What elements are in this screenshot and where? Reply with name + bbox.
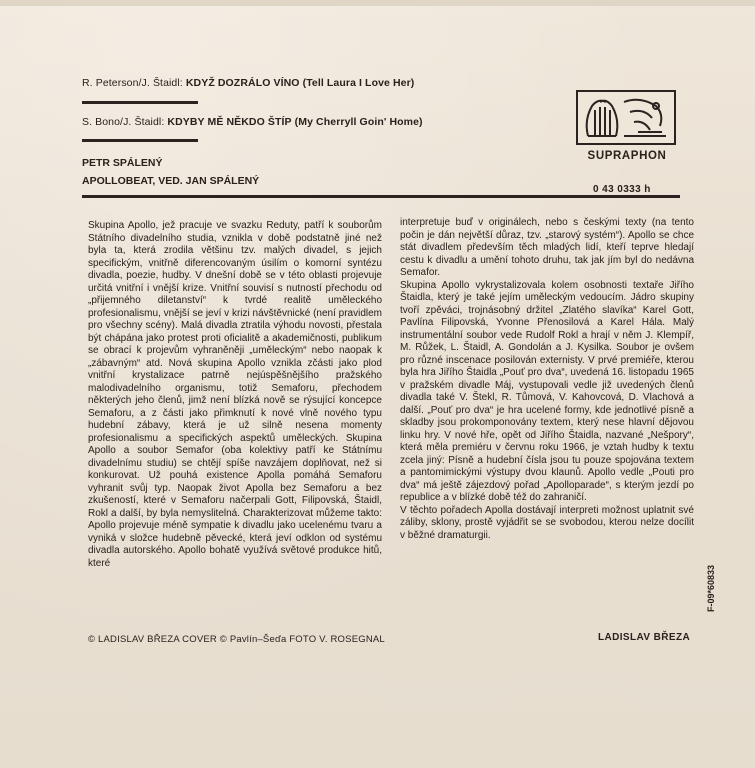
track-2-title: KDYBY MĚ NĚKDO ŠTÍP — [167, 116, 292, 128]
liner-notes-right-p3: V těchto pořadech Apolla dostávají interpreti možnost uplatnit své záliby, sklony, prostě vyjádřit se se svobodou, kterou nelze docílit v běžné dramaturgii. — [400, 504, 694, 541]
track-divider-2 — [82, 139, 198, 142]
liner-notes-right-column — [400, 217, 694, 542]
print-code: F-09*60833 — [706, 564, 716, 612]
liner-notes-left-column — [88, 220, 382, 570]
track-1-credits: R. Peterson/J. Štaidl: — [82, 77, 183, 89]
liner-notes-right-p2: Skupina Apollo vykrystalizovala kolem osobnosti textaře Jiřího Štaidla, který je také jejím uměleckým vedoucím. Jádro skupiny tvoří zpěváci, trojnásobný držitel „Zlatého slavíka“ Karel Gott, Pavlína Filipovská, Yvonne Přenosilová a Karel Hála. Malý instrumentální soubor vede Rudolf Rokl a hrají v něm J. Klempíř, M. Růžek, L. Štaidl, A. Gondolán a J. Kysilka. Soubor je ovšem pro různé inscenace posilován externisty. V prvé premiéře, kterou byla hra Jiřího Štaidla „Pouť pro dva“, uvedená 16. listopadu 1965 v pražském divadle Máj, vystupovali vedle již uvedených členů divadla také V. Štekl, R. Tůmová, V. Kahovcová, D. Vlachová a další. „Pouť pro dva“ je hra ucelené formy, kde jednotlivé písně a skladby jsou prokomponovány textem, který nese hlavní dějovou linku hry. V nové hře, opět od Jiřího Štaidla, nazvané „Nešpory“, která měla premiéru v červnu roku 1966, je vztah hudby k textu zcela jiný: Písně a hudební čísla jsou tu pouze spojována textem a pantomimickými výstupy dvou klaunů. Apollo vedle „Pouti pro dva“ má ještě zájezdový pořad „Apolloparade“, s kterým jezdí po republice a v blízké době též do zahraničí. — [400, 279, 694, 503]
liner-notes-left-text: Skupina Apollo, jež pracuje ve svazku Reduty, patří k souborům Státního divadelního studia, vznikla v době podstatně jiné než byla ta, která zrodila většinu tzv. malých divadel, s jejich specifickým, vnitřně diferencovaným úsilím o komorní syntézu divadla, poezie, hudby. V dnešní době se v této oblasti projevuje určitá vnitřní i vnější krize. Vnitřní souvisí s nutností přechodu od „přijemného diletanství“ k tvrdé realitě uměleckého profesionalismu, vnější se jeví v krizi návštěvnické (není pravidlem pro všechny scény). Malá divadla ztratila výhodu novosti, přestala být chápána jako protest proti oficialitě a akademičnosti, publikum se obrací k projevům vyhraněněji „uměleckým“ nebo naopak k „zábavným“ atd. Nová skupina Apollo vznikla zčásti jako plod vnitřní krystalizace patrně nejúspěšnějšího pražského malodivadelního organismu, totiž Semaforu, přechodem některých jeho členů, jimž není blízká nově se rýsující koncepce Semaforu, a z části jako přimknutí k nové vlně nového typu hudební zábavy, která je už silně nesena momenty profesionalismu a specifických aspektů uměleckých. Skupina Apollo a soubor Semafor (oba kolektivy patří ke Státnímu divadelnímu studiu) se chtějí spíše navzájem doplňovat, než si konkurovat. Už pouhá existence Apolla pomáhá Semaforu vyhranit svůj typ. Naopak život Apolla bez Semaforu a bez zkušeností, které v Semaforu načerpali Gott, Filipovská, Štaidl, Rokl a další, by byla nemyslitelná. Charakterizovat můžeme takto: Apollo projevuje méně sympatie k divadlu jako ucelenému tvaru a vyniká v složce hudebně pěvecké, která jeví odklon od systému divadla autorského. Apollo bohatě využívá světové produkce hitů, které — [88, 220, 383, 569]
credits-line: © LADISLAV BŘEZA COVER © Pavlín–Šeďa FOTO V. ROSEGNAL — [88, 634, 385, 645]
sleeve-top-edge — [0, 0, 755, 6]
track-2-credits: S. Bono/J. Štaidl: — [82, 116, 165, 128]
track-1-original: (Tell Laura I Love Her) — [302, 77, 415, 89]
track-2-line — [82, 116, 423, 128]
track-divider-1 — [82, 101, 198, 104]
lyre-logo-icon — [576, 90, 676, 145]
lyre-logo-graphic — [578, 92, 674, 143]
artist-name: PETR SPÁLENÝ — [82, 157, 163, 169]
track-1-line — [82, 77, 414, 89]
liner-notes-right-p1: interpretuje buď v originálech, nebo s českými texty (na tento počin je dán největší důraz, tzv. „starový systém“). Apollo se chce stát divadlem především těch mladých lidí, kteří teprve hledají cestu k divadlu a umění tohoto druhu, tak jak jím byl do nedávna Semafor. — [400, 217, 694, 278]
track-2-original: (My Cherryll Goin' Home) — [294, 116, 423, 128]
label-name: SUPRAPHON — [587, 150, 667, 162]
track-1-title: KDYŽ DOZRÁLO VÍNO — [185, 77, 300, 89]
band-name: APOLLOBEAT, VED. JAN SPÁLENÝ — [82, 175, 260, 187]
author-signature: LADISLAV BŘEZA — [598, 632, 691, 643]
catalog-number: 0 43 0333 h — [593, 184, 651, 195]
header-rule — [82, 195, 680, 198]
